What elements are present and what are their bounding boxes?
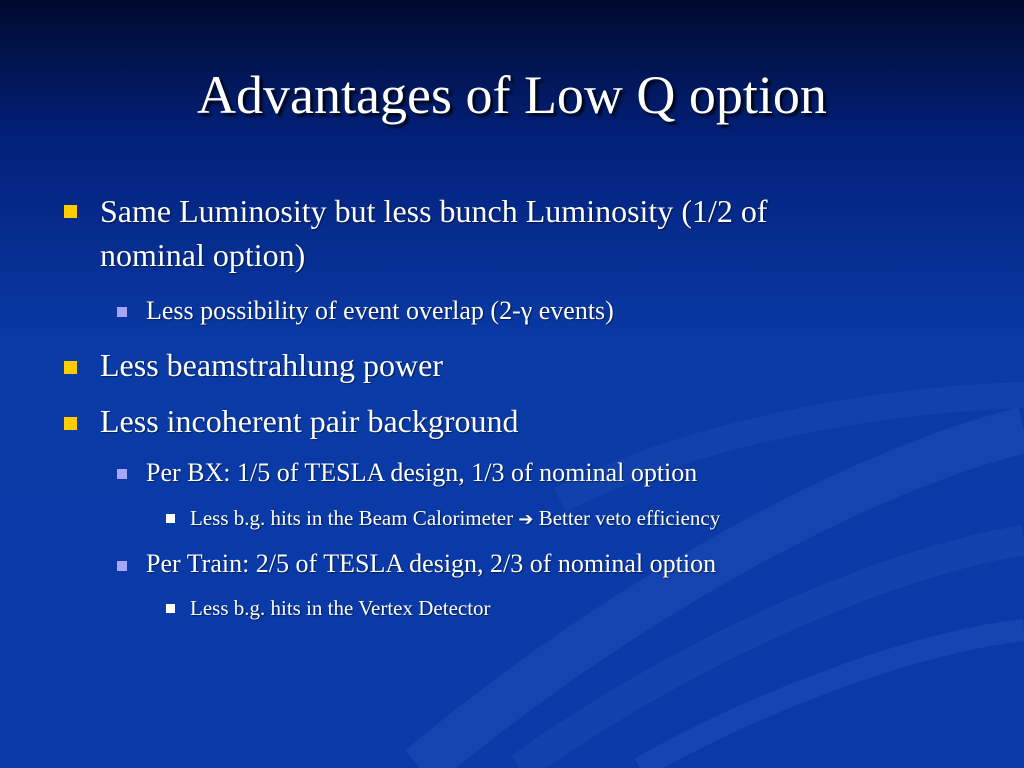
right-arrow-icon: ➔ bbox=[518, 509, 534, 530]
bullet-text: Less b.g. hits in the Beam Calorimeter bbox=[190, 506, 514, 530]
bullet-text-line: nominal option) bbox=[100, 237, 306, 273]
bullet-item-level1: Less beamstrahlung power bbox=[100, 347, 444, 383]
bullet-marker-level2 bbox=[117, 469, 127, 479]
bullet-item-level2: Per BX: 1/5 of TESLA design, 1/3 of nominal option bbox=[146, 458, 698, 487]
bullet-item-level1 bbox=[100, 189, 768, 277]
bullet-item-level2: Per Train: 2/5 of TESLA design, 2/3 of nominal option bbox=[146, 549, 717, 578]
bullet-marker-level2 bbox=[117, 561, 127, 571]
bullet-marker-level3 bbox=[166, 604, 175, 613]
bullet-marker-level1 bbox=[64, 417, 77, 430]
bullet-item-level3 bbox=[190, 504, 720, 534]
slide-title: Advantages of Low Q option bbox=[197, 65, 827, 125]
bullet-text: Better veto efficiency bbox=[538, 506, 721, 530]
bullet-marker-level2 bbox=[117, 307, 127, 317]
bullet-text-line: Same Luminosity but less bunch Luminosity (1/2 of bbox=[100, 193, 768, 229]
bullet-marker-level1 bbox=[64, 205, 77, 218]
bullet-marker-level1 bbox=[64, 361, 77, 374]
bullet-item-level3: Less b.g. hits in the Vertex Detector bbox=[190, 596, 491, 620]
bullet-item-level1: Less incoherent pair background bbox=[100, 403, 519, 439]
bullet-marker-level3 bbox=[166, 514, 175, 523]
bullet-item-level2: Less possibility of event overlap (2-γ events) bbox=[146, 296, 614, 325]
